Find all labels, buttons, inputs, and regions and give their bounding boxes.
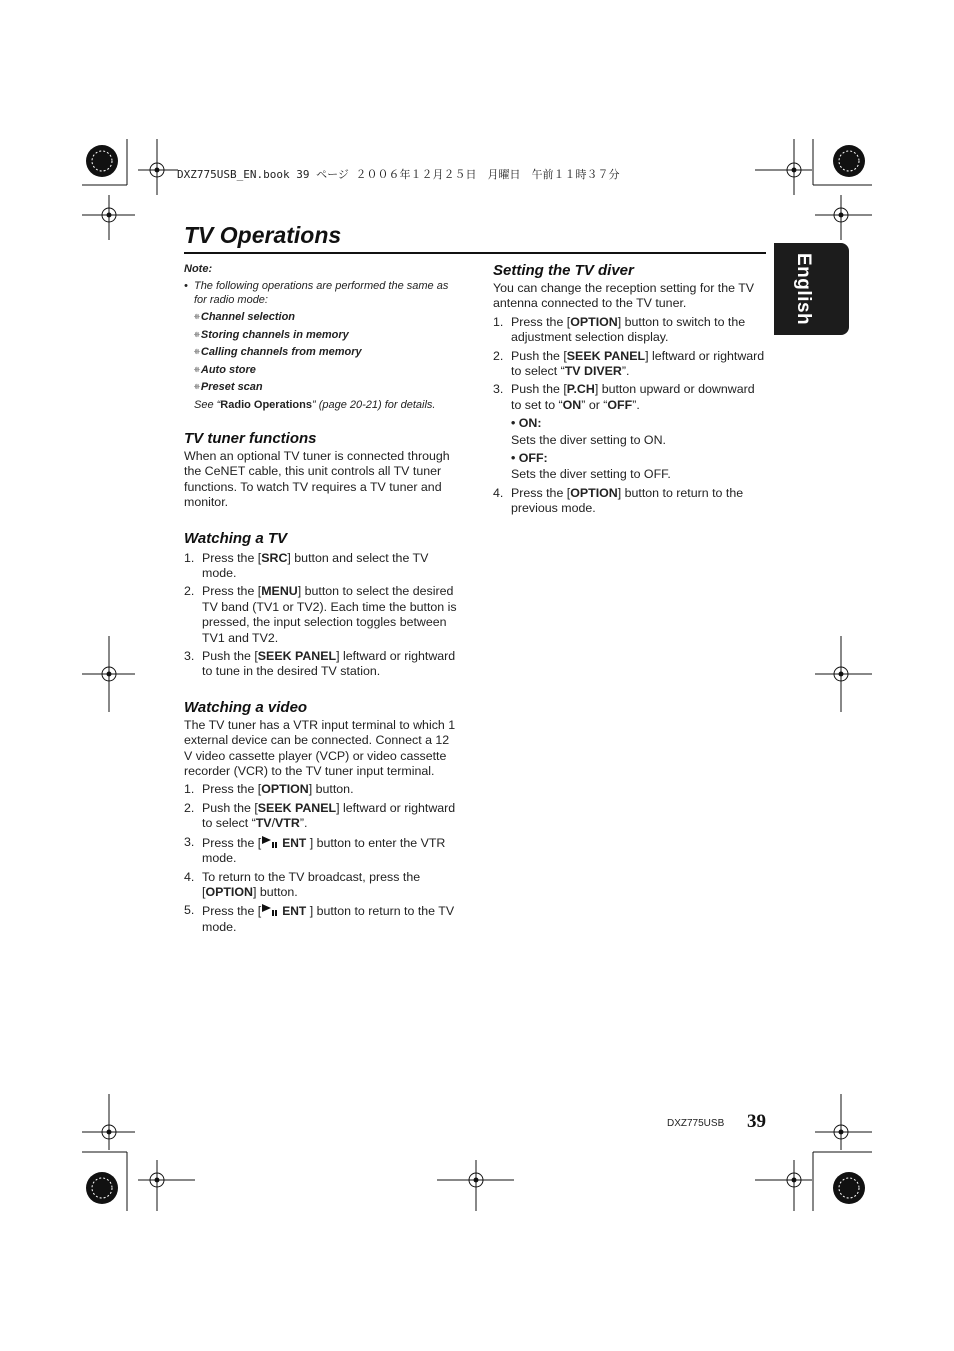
title-divider — [184, 252, 766, 254]
tv-diver-steps-cont — [493, 486, 768, 517]
list-item: 2. Push the [SEEK PANEL] leftward or rightward to select “TV DIVER”. — [493, 348, 765, 379]
list-item: 3. Push the [SEEK PANEL] leftward or rightward to tune in the desired TV station. — [184, 649, 456, 679]
play-pause-icon — [261, 835, 279, 849]
on-option-label: • ON: — [511, 416, 542, 431]
watching-video-steps — [184, 782, 459, 935]
off-option-text: Sets the diver setting to OFF. — [511, 467, 671, 482]
note-item: ❊Calling channels from memory — [194, 346, 362, 359]
tv-tuner-text: When an optional TV tuner is connected through the CeNET cable, this unit controls all TV tuner functions. To watch TV requires a TV tuner and monitor. — [184, 448, 450, 510]
note-item: ❊Channel selection — [194, 311, 296, 323]
play-pause-icon — [261, 903, 279, 917]
note-item: ❊Preset scan — [194, 381, 263, 394]
list-item: 5. Press the [ ENT ] button to return to the TV mode. — [184, 903, 455, 934]
language-tab — [774, 243, 849, 335]
tv-diver-text: You can change the reception setting for the TV antenna connected to the TV tuner. — [493, 281, 755, 311]
tv-diver-heading: Setting the TV diver — [493, 262, 634, 279]
note-text: • The following operations are performed the same as for radio mode: — [184, 280, 449, 307]
note-item: ❊Auto store — [194, 363, 256, 376]
watching-tv-steps — [184, 551, 459, 680]
tv-tuner-heading: TV tuner functions — [184, 429, 317, 447]
on-option-text: Sets the diver setting to ON. — [511, 432, 666, 447]
list-item: 2. Push the [SEEK PANEL] leftward or rightward to select “TV/VTR”. — [184, 800, 456, 831]
list-item: 3. Press the [ ENT ] button to enter the VTR mode. — [184, 834, 446, 866]
list-item: 4. To return to the TV broadcast, press the [OPTION] button. — [184, 869, 421, 899]
left-column — [184, 262, 459, 935]
note-see-reference: See “Radio Operations” (page 20-21) for details. — [194, 398, 436, 411]
watching-video-heading: Watching a video — [184, 698, 308, 716]
tv-diver-steps — [493, 315, 768, 413]
list-item: 1. Press the [SRC] button and select the TV mode. — [184, 550, 429, 580]
watching-video-text: The TV tuner has a VTR input terminal to which 1 external device can be connected. Connect a 12 V video cassette player (VCP) or video cassette recorder (VCR) to the TV tuner input terminal. — [184, 717, 456, 779]
list-item: 4. Press the [OPTION] button to return to the previous mode. — [493, 485, 744, 516]
ent-label: ENT — [282, 904, 307, 919]
book-file-header: DXZ775USB_EN.book 39 ページ ２００６年１２月２５日 月曜日 午前１１時３７分 — [177, 168, 620, 181]
note-item: ❊Storing channels in memory — [194, 328, 349, 341]
page-title: TV Operations — [184, 222, 342, 248]
watching-tv-heading: Watching a TV — [184, 529, 288, 547]
page-number: 39 — [747, 1111, 766, 1132]
ent-label: ENT — [282, 835, 307, 850]
list-item: 2. Press the [MENU] button to select the desired TV band (TV1 or TV2). Each time the button is pressed, the input selection toggles between TV1 and TV2. — [184, 584, 457, 645]
list-item: 1. Press the [OPTION] button. — [184, 782, 354, 797]
list-item: 3. Push the [P.CH] button upward or downward to set to “ON” or “OFF”. — [493, 382, 755, 412]
right-column — [493, 262, 768, 517]
language-tab-label: English — [793, 253, 814, 326]
off-option-label: • OFF: — [511, 451, 548, 466]
note-heading: Note: — [184, 263, 213, 275]
footer-model: DXZ775USB — [667, 1118, 725, 1129]
list-item: 1. Press the [OPTION] button to switch to the adjustment selection display. — [493, 314, 746, 345]
